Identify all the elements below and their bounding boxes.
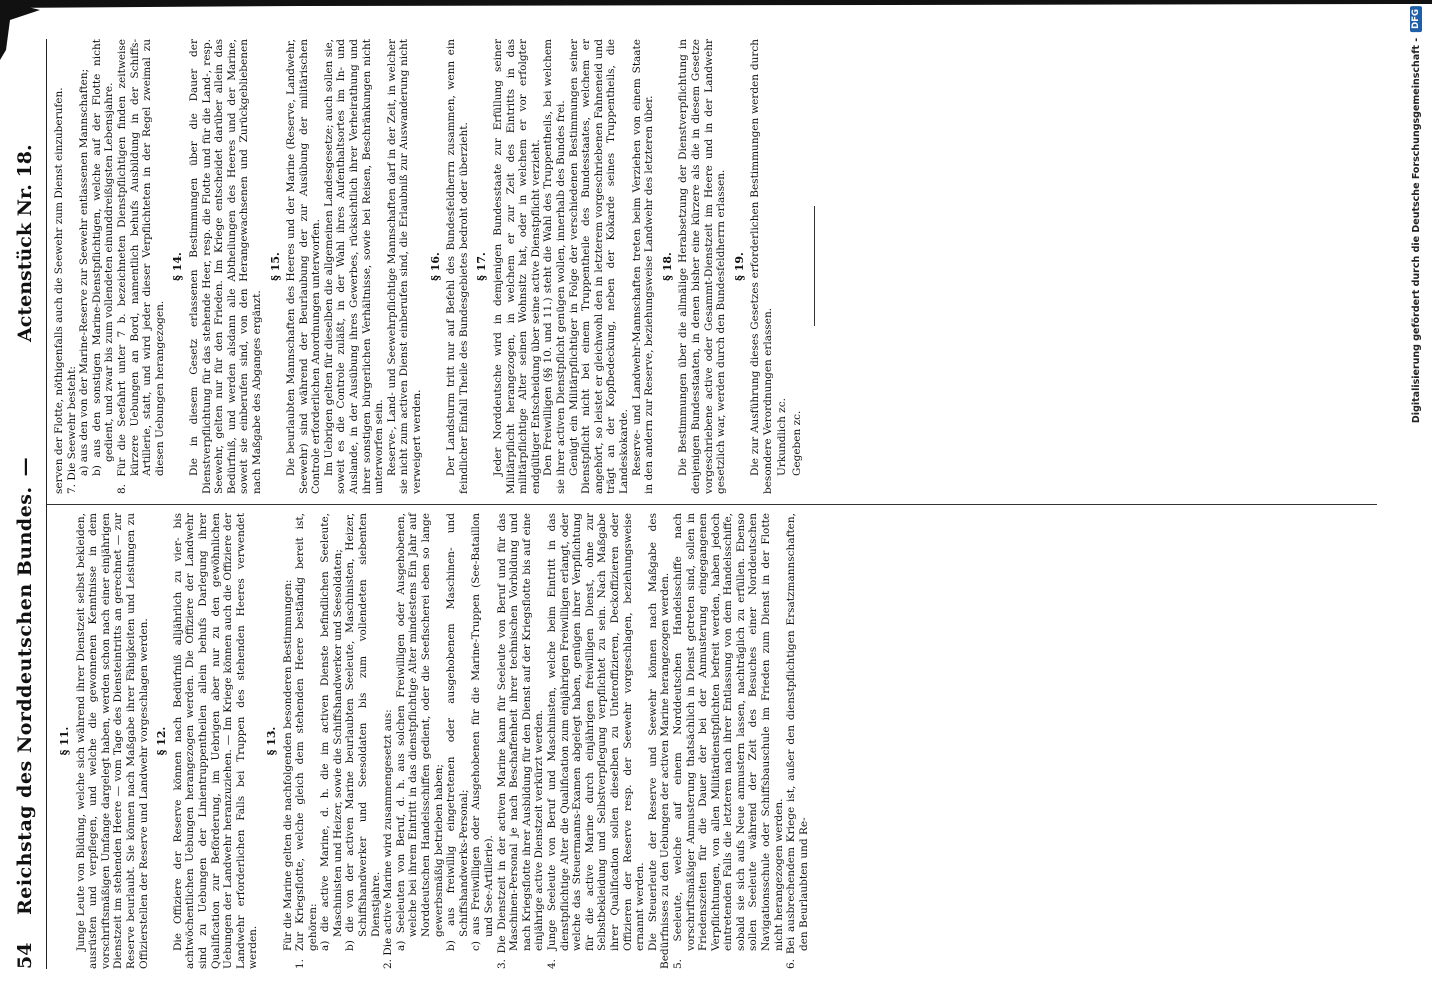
closing-formula: Gegeben zc. xyxy=(791,410,804,476)
section-14-text: Die in diesem Gesetz erlassenen Bestimmungen über die Dauer der Dienstverpflichtung für das stehende Heer, resp. die Flotte und für die Land-, resp. Seewehr, gelten nur für den Frieden. Im Kriege entscheidet darüber allein das Bedürfniß, und werden alsdann alle Abtheilungen des Heeres und der Marine, soweit sie einberufen sind, von den Herangewachsenen und Zurückgebliebenen nach Maßgabe des Abganges ergänzt. xyxy=(187,39,263,494)
list-item: 2. Die active Marine wird zusammengesetzt aus: xyxy=(382,709,395,969)
section-15-text: Reserve-, Land- und Seewehrpflichtige Mannschaften darf in der Zeit, in welcher sie nicht zum activen Dienst einberufen sind, die Erlaubniß zur Auswanderung nicht verweigert werden. xyxy=(385,39,424,494)
list-item: 8. Für die Seefahrt unter 7 b. bezeichneten Dienstpflichtigen finden zeitweise kürzere Uebungen an Bord, namentlich behufs Ausbildung in der Schiffs-Artillerie, statt, und wird jeder dieser Verpflichteten in der Regel zweimal zu diesen Uebungen herangezogen. xyxy=(115,39,166,494)
list-subitem: b) aus den sonstigen Marine-Dienstpflichtigen, welche auf der Flotte nicht gedient, und zwar bis zum vollendeten einunddreißigsten Lebensjahre. xyxy=(90,39,116,476)
section-17-text: Jeder Norddeutsche wird in demjenigen Bundesstaate zur Erfüllung seiner Militärpflicht herangezogen, in welchem er zur Zeit des Eintritts in das militärpflichtige Alter seinen Wohnsitz hat, oder in welchem er vor erfolgter endgültiger Entscheidung über seine active Dienstpflicht verzieht. xyxy=(492,39,542,494)
rotated-page xyxy=(8,25,1388,985)
text-columns xyxy=(47,39,1377,969)
list-item: 6. Bei ausbrechendem Kriege ist, außer den dienstpflichtigen Ersatzmannschaften, den Beurlaubten und Re- xyxy=(785,513,810,969)
section-18-heading: § 18. xyxy=(660,252,674,281)
section-17-heading: § 17. xyxy=(475,252,489,281)
continued-text: serven der Flotte, nöthigenfalls auch die Seewehr zum Dienst einzuberufen. xyxy=(53,87,65,494)
section-19-text: Die zur Ausführung dieses Gesetzes erforderlichen Bestimmungen werden durch besondere Verordnungen erlassen. xyxy=(749,39,774,494)
list-subitem: a) Seeleuten von Beruf, d. h. aus solchen Freiwilligen oder Ausgehobenen, welche bei ihrem Eintritt in das dienstpflichtige Alter mindestens Ein Jahr auf Norddeutschen Handelsschiffen gedient, oder die Seefischerei eben so lange gewerbsmäßig betrieben haben; xyxy=(394,513,445,951)
section-18-text: Die Bestimmungen über die allmälige Herabsetzung der Dienstverpflichtung in denjenigen Bundesstaaten, in denen bisher eine kürzere als die in diesem Gesetze vorgeschriebene active oder Gesammt-Dienstzeit im Heere und in der Landwehr gesetzlich war, werden durch den Bundesfeldherrn erlassen. xyxy=(677,39,728,494)
section-15-heading: § 15. xyxy=(268,252,282,281)
list-subitem: a) die active Marine, d. h. die im activen Dienste befindlichen Seeleute, Maschinisten und Heizer, sowie die Schiffshandwerker und Seesoldaten; xyxy=(319,513,344,951)
section-16-text: Der Landsturm tritt nur auf Befehl des Bundesfeldherrn zusammen, wenn ein feindlicher Einfall Theile des Bundesgebietes bedroht oder überzieht. xyxy=(445,39,470,494)
list-item: 7. Die Seewehr besteht: xyxy=(65,366,78,494)
section-11-text: Junge Leute von Bildung, welche sich während ihrer Dienstzeit selbst bekleiden, ausrüsten und verpflegen, und welche die gewonnenen Kenntnisse in dem vorschriftsmäßigen Umfange dargelegt haben, werden schon nach einer einjährigen Dienstzeit im stehenden Heere — vom Tage des Diensteintritts an gerechnet — zur Reserve beurlaubt. Sie können nach Maßgabe ihrer Fähigkeiten und Leistungen zu Offizierstellen der Reserve und Landwehr vorgeschlagen werden. xyxy=(74,513,150,969)
list-subitem: a) aus den von der Marine-Reserve zur Seewehr entlassenen Mannschaften; xyxy=(78,68,91,476)
section-15-text: Im Uebrigen gelten für dieselben die allgemeinen Landesgesetze; auch sollen sie, soweit es die Controle zuläßt, in der Wahl ihres Aufenthaltsortes im In- und Auslande, in der Ausübung ihres Gewerbes, rücksichtlich ihrer Verheirathung und ihrer sonstigen bürgerlichen Verhältnisse, sowie bei Reisen, Beschränkungen nicht unterworfen sein. xyxy=(322,39,386,494)
section-16-heading: § 16. xyxy=(428,252,442,281)
section-15-text: Die beurlaubten Mannschaften des Heeres und der Marine (Reserve, Landwehr, Seewehr) sind während der Beurlaubung der zur Ausübung der militärischen Controle erforderlichen Anordnungen unterworfen. xyxy=(285,39,323,494)
digitization-credit xyxy=(1406,6,1428,996)
section-13-heading: § 13. xyxy=(264,726,278,756)
right-column xyxy=(47,39,1377,504)
document-reference: Actenstück Nr. 18. xyxy=(14,144,36,342)
section-11-heading: § 11. xyxy=(58,726,71,756)
page-header xyxy=(14,39,47,969)
header-separator: — xyxy=(14,457,36,477)
section-17-text: Den Freiwilligen (§§ 10. und 11.) steht die Wahl des Truppentheils, bei welchem sie ihrer activen Dienstpflicht genügen wollen, innerhalb des Bundes frei. xyxy=(542,39,567,494)
section-12-text: Die Offiziere der Reserve können nach Bedürfniß alljährlich zu vier- bis achtwöchentlichen Uebungen herangezogen werden. Die Offiziere der Landwehr sind zu Uebungen der Linientruppentheilen allein behufs Darlegung ihrer Qualification zur Beförderung, im Uebrigen aber nur zu den gewöhnlichen Uebungen der Landwehr heranzuziehen. — Im Kriege können auch die Offiziere der Landwehr erforderlichen Falls bei Truppen des stehenden Heeres verwendet werden. xyxy=(171,513,260,969)
section-13-intro: Für die Marine gelten die nachfolgenden besonderen Bestimmungen: xyxy=(281,579,294,951)
section-17-text: Genügt ein Militärpflichtiger in Folge der verschiedenen Bestimmungen seiner Dienstpflicht nicht bei einem Truppentheile des Bundesstaates, welchem er angehört, so leistet er gleichwohl den in letzterem vorgeschriebenen Fahneneid und trägt an der Kopfbedeckung, neben der Kokarde seines Truppentheils, die Landeskokarde. xyxy=(567,39,630,494)
section-12-heading: § 12. xyxy=(155,726,169,756)
list-item-continuation: Die Steuerleute der Reserve und Seewehr können nach Maßgabe des Bedürfnisses zu den Uebungen der activen Marine herangezogen werden. xyxy=(646,513,672,969)
section-17-text: Reserve- und Landwehr-Mannschaften treten beim Verziehen von einem Staate in den andern zur Reserve, beziehungsweise Landwehr des letzteren über. xyxy=(630,39,656,494)
page-number: 54 xyxy=(14,942,36,969)
list-item: 1. Zur Kriegsflotte, welche gleich dem stehenden Heere beständig bereit ist, gehören: xyxy=(294,513,319,969)
list-item: 5. Seeleute, welche auf einem Norddeutschen Handelsschiffe nach vorschriftsmäßiger Anmusterung thatsächlich in Dienst getreten sind, sollen in Friedenszeiten für die Dauer der bei der Anmusterung eingegangenen Verpflichtungen, von allen Militärdienstpflichten befreit werden, haben jedoch eintretenden Falls die letzteren nach ihrer Entlassung von dem Handelsschiffe, sobald sie sich aufs Neue anmustern lassen, nachträglich zu erfüllen. Ebenso sollen Seeleute während der Zeit des Besuches einer Norddeutschen Navigationsschule oder Schiffsbauschule im Frieden zum Dienst in der Flotte nicht herangezogen werden. xyxy=(671,513,785,969)
list-item: 3. Die Dienstzeit in der activen Marine kann für Seeleute von Beruf und für das Maschinen-Personal je nach Beschaffenheit ihrer technischen Vorbildung und nach Kriegsflotte ihrer Ausbildung für den Dienst auf der Kriegsflotte bis auf eine einjährige active Dienstzeit verkürzt werden. xyxy=(495,513,546,969)
list-subitem: c) aus Freiwilligen oder Ausgehobenen für die Marine-Truppen (See-Bataillon und See-Artillerie). xyxy=(470,513,495,951)
credit-text: Digitalisierung gefördert durch die Deutsche Forschungsgemeinschaft - xyxy=(1410,37,1422,424)
dfg-logo: DFG xyxy=(1410,6,1422,32)
list-item: 4. Junge Seeleute von Beruf und Maschinisten, welche beim Eintritt in das dienstpflichtige Alter die Qualification zum einjährigen Freiwilligen erlangt, oder welche das Steuermanns-Examen abgelegt haben, genügen ihrer Verpflichtung für die active Marine durch einjährigen freiwilligen Dienst, ohne zur Selbstbekleidung und Selbstverpflegung verpflichtet zu sein. Nach Maßgabe ihrer Qualification sollen dieselben zu Unteroffizieren, Deckoffizieren oder Offizieren der Reserve resp. der Seewehr vorgeschlagen, beziehungsweise ernannt werden. xyxy=(545,513,647,969)
running-title: Reichstag des Norddeutschen Bundes. xyxy=(14,486,36,915)
section-14-heading: § 14. xyxy=(171,252,185,281)
section-19-heading: § 19. xyxy=(732,252,746,281)
list-subitem: b) aus freiwillig eingetretenen oder ausgehobenem Maschinen- und Schiffshandwerks-Personal; xyxy=(445,513,470,951)
closing-formula: Urkundlich zc. xyxy=(776,398,789,476)
digitization-credit-rotated xyxy=(1410,6,1422,423)
left-column xyxy=(47,504,1377,969)
list-subitem: b) die von der activen Marine beurlaubten Seeleute, Maschinisten, Heizer, Schiffshandwerker und Seesoldaten bis zum vollendeten siebenten Dienstjahre. xyxy=(344,513,382,951)
end-rule xyxy=(814,207,815,327)
